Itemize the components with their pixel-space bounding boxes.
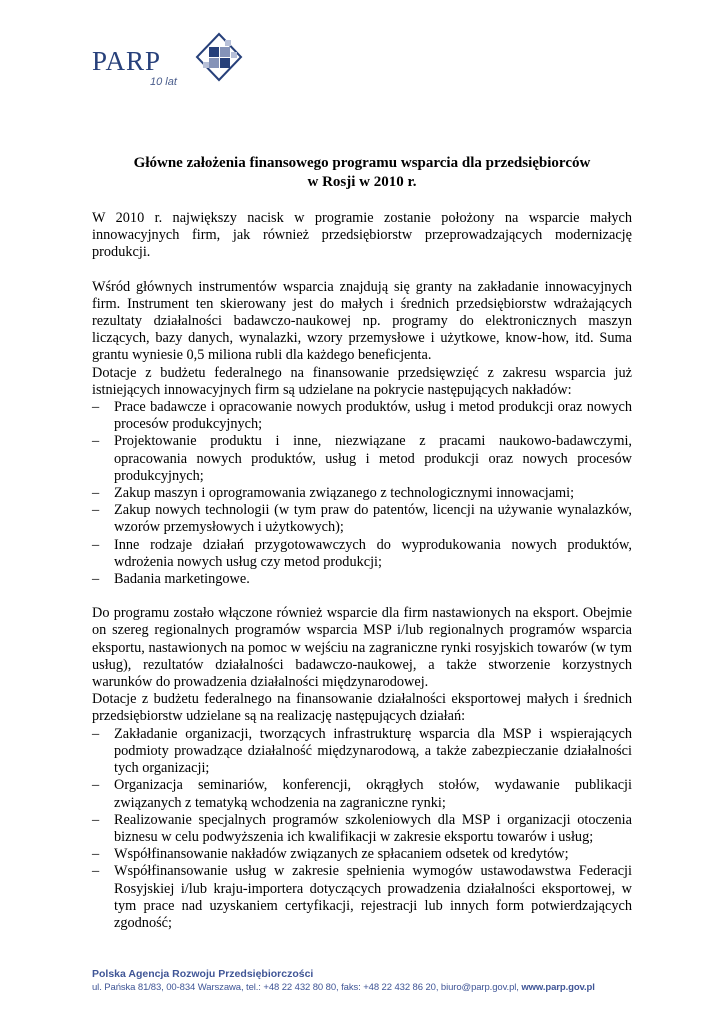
list-item: – Zakładanie organizacji, tworzących infrastrukturę wsparcia dla MSP i wspierających podmioty prowadzące działalność międzynarodową, a także zabezpieczanie działalności tych organizacji; bbox=[92, 725, 632, 777]
document-title bbox=[92, 154, 632, 192]
document-body bbox=[92, 210, 632, 932]
innovation-cost-list bbox=[92, 399, 632, 588]
dash-bullet: – bbox=[92, 433, 100, 450]
dash-bullet: – bbox=[92, 399, 100, 416]
dash-bullet: – bbox=[92, 811, 100, 828]
footer-contact: ul. Pańska 81/83, 00-834 Warszawa, tel.: +48 22 432 80 80, faks: +48 22 432 86 20, biuro@parp.gov.pl, bbox=[92, 982, 522, 993]
page-footer bbox=[92, 968, 632, 993]
parp-logo bbox=[92, 32, 252, 94]
dash-bullet: – bbox=[92, 777, 100, 794]
dash-bullet: – bbox=[92, 863, 100, 880]
paragraph-intro: W 2010 r. największy nacisk w programie zostanie położony na wsparcie małych innowacyjnych firm, jak również przedsiębiorstw przeprowadzających modernizację produkcji. bbox=[92, 210, 632, 261]
list-item: – Zakup nowych technologii (w tym praw do patentów, licencji na używanie wynalazków, wzorów przemysłowych i użytkowych); bbox=[92, 502, 632, 536]
list-item: – Prace badawcze i opracowanie nowych produktów, usług i metod produkcji oraz nowych procesów produkcyjnych; bbox=[92, 399, 632, 433]
list-item: – Projektowanie produktu i inne, niezwiązane z pracami naukowo-badawczymi, opracowania nowych produktów, usług i metod produkcji oraz nowych procesów produkcyjnych; bbox=[92, 433, 632, 484]
paragraph-export-support: Do programu zostało włączone również wsparcie dla firm nastawionych na eksport. Obejmie on szereg regionalnych programów wsparcia MSP i/lub regionalnych programów wsparcia eksportu, nastawionych na pomoc w wejściu na zagraniczne rynki rosyjskich towarów (w tym usług), rezultatów działalności badawczo-naukowej, a także stworzenie korzystnych warunków do prowadzenia działalności międzynarodowej. bbox=[92, 605, 632, 691]
paragraph-export-subsidies: Dotacje z budżetu federalnego na finansowanie działalności eksportowej małych i średnich przedsiębiorstw udzielane są na realizację następujących działań: bbox=[92, 691, 632, 725]
dash-bullet: – bbox=[92, 485, 100, 502]
logo-name: PARP bbox=[92, 46, 162, 76]
dash-bullet: – bbox=[92, 536, 100, 553]
list-item: – Inne rodzaje działań przygotowawczych do wyprodukowania nowych produktów, wdrożenia nowych usług czy metod produkcji; bbox=[92, 536, 632, 570]
footer-address bbox=[92, 982, 632, 993]
logo-subtitle: 10 lat bbox=[150, 76, 177, 88]
list-item: – Współfinansowanie nakładów związanych ze spłacaniem odsetek od kredytów; bbox=[92, 846, 569, 863]
footer-website-link[interactable]: www.parp.gov.pl bbox=[521, 982, 595, 993]
list-item: – Współfinansowanie usług w zakresie spełnienia wymogów ustawodawstwa Federacji Rosyjskiej i/lub kraju-importera dotyczących prowadzenia działalności eksportowej, w tym prace nad uzyskaniem certyfikacji, rejestracji lub innych form potwierdzających zgodność; bbox=[92, 863, 632, 931]
list-item: – Badania marketingowe. bbox=[92, 571, 250, 588]
dash-bullet: – bbox=[92, 502, 100, 519]
dash-bullet: – bbox=[92, 571, 100, 588]
dash-bullet: – bbox=[92, 846, 100, 863]
dash-bullet: – bbox=[92, 725, 100, 742]
list-item: – Organizacja seminariów, konferencji, okrągłych stołów, wydawanie publikacji związanych z tematyką wchodzenia na zagraniczne rynki; bbox=[92, 777, 632, 811]
title-line-1: Główne założenia finansowego programu wsparcia dla przedsiębiorców bbox=[133, 155, 591, 171]
title-line-2: w Rosji w 2010 r. bbox=[307, 174, 417, 190]
list-item: – Realizowanie specjalnych programów szkoleniowych dla MSP i organizacji otoczenia biznesu w celu podwyższenia ich kwalifikacji w zakresie eksportu towarów i usług; bbox=[92, 811, 632, 845]
footer-org-name: Polska Agencja Rozwoju Przedsiębiorczości bbox=[92, 968, 314, 980]
list-item: – Zakup maszyn i oprogramowania związanego z technologicznymi innowacjami; bbox=[92, 485, 575, 502]
parp-logo-mark-icon bbox=[195, 32, 243, 82]
export-action-list bbox=[92, 726, 632, 932]
paragraph-innovation-subsidies: Dotacje z budżetu federalnego na finansowanie przedsięwzięć z zakresu wsparcia już istniejących innowacyjnych firm są udzielane na pokrycie następujących nakładów: bbox=[92, 364, 632, 398]
paragraph-grants: Wśród głównych instrumentów wsparcia znajdują się granty na zakładanie innowacyjnych firm. Instrument ten skierowany jest do małych i średnich przedsiębiorstw wdrażających rezultaty działalności badawczo-naukowej np. programy do elektronicznych maszyn liczących, bazy danych, wynalazki, wzory przemysłowe i użytkowe, know-how, itd. Suma grantu wyniesie 0,5 miliona rubli dla każdego beneficjenta. bbox=[92, 278, 632, 364]
